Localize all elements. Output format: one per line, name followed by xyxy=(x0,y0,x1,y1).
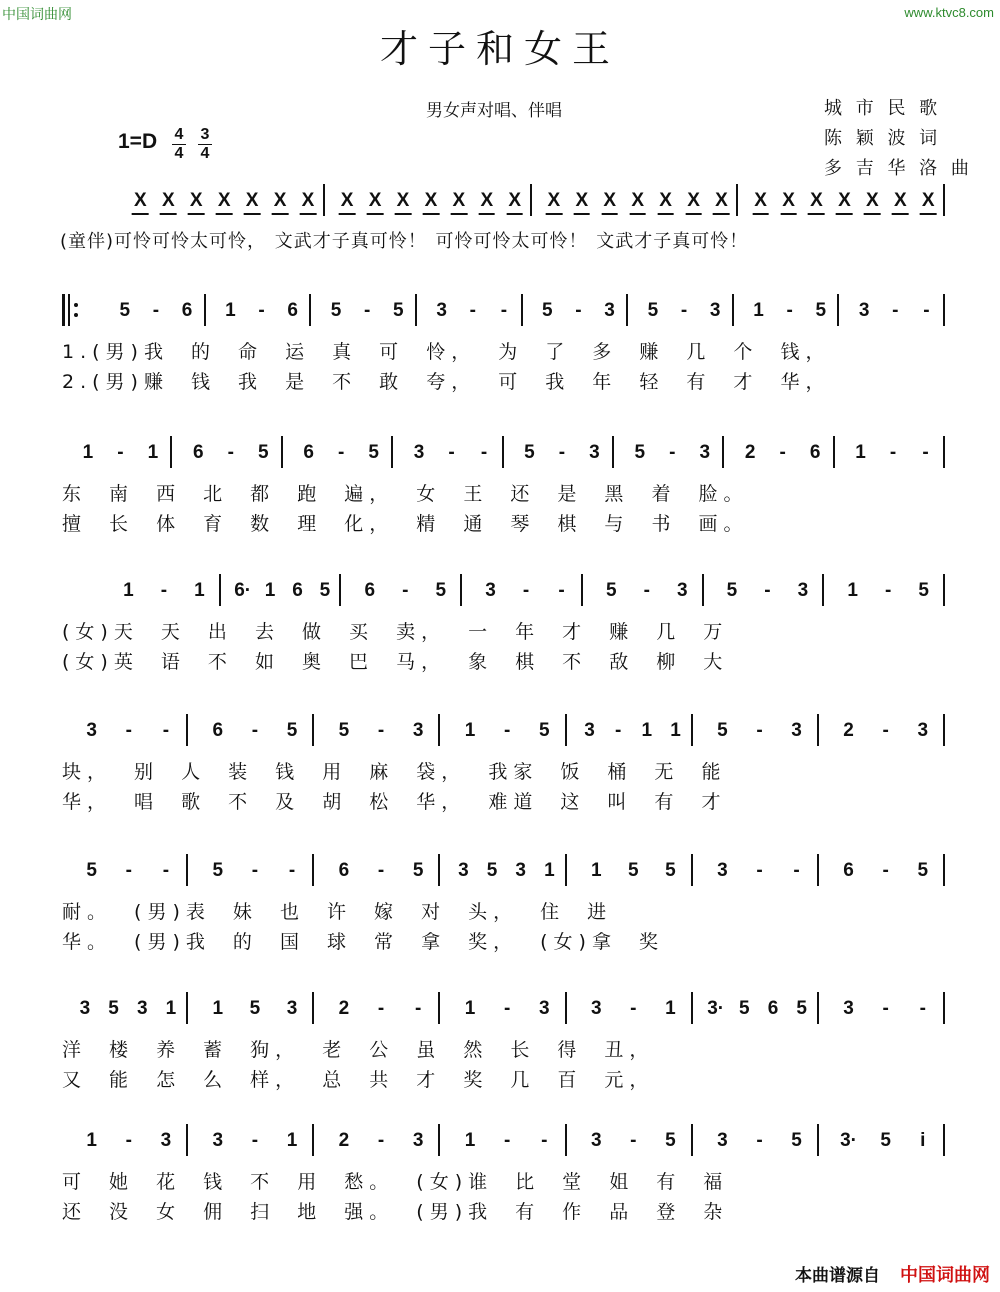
note: 5 xyxy=(319,580,331,601)
barline xyxy=(502,436,504,468)
note: X xyxy=(452,190,466,211)
note: - xyxy=(414,998,422,1019)
barline xyxy=(817,714,819,746)
note: 3 xyxy=(717,1130,728,1151)
note: X xyxy=(631,190,644,211)
barline xyxy=(438,1124,440,1156)
time-signature-4-4: $\frac{4}{4}$ xyxy=(172,126,186,163)
note: - xyxy=(448,442,455,463)
barline xyxy=(732,294,734,326)
note: 5 xyxy=(665,860,676,881)
barline xyxy=(438,992,440,1024)
lyric-line-1: 耐。 (男)表 妹 也 许 嫁 对 头， 住 进 xyxy=(62,901,613,923)
barline xyxy=(822,574,824,606)
note: - xyxy=(125,720,132,741)
note: 3 xyxy=(843,998,854,1019)
note: 1 xyxy=(286,1130,298,1151)
note: 1 xyxy=(464,720,476,741)
note: X xyxy=(301,190,315,211)
song-title: 才子和女王 xyxy=(379,27,620,71)
barline xyxy=(186,854,188,886)
note: - xyxy=(756,1130,763,1151)
credit-lyricist: 陈 颖 波 词 xyxy=(824,128,942,149)
note: 5 xyxy=(524,442,535,463)
note: 5 xyxy=(212,860,224,881)
note: - xyxy=(558,580,565,601)
barline xyxy=(565,854,567,886)
barline xyxy=(186,992,188,1024)
note: - xyxy=(227,442,234,463)
barline xyxy=(521,294,523,326)
key-signature: 1=D xyxy=(118,130,158,153)
note: - xyxy=(377,1130,385,1151)
barline xyxy=(170,436,172,468)
note: - xyxy=(522,580,530,601)
lyric-line-1: 可 她 花 钱 不 用 愁。 (女)谁 比 堂 姐 有 福 xyxy=(62,1171,729,1193)
note: - xyxy=(558,442,566,463)
note: - xyxy=(882,860,889,881)
lyric-line-2: 2.(男)赚 钱 我 是 不 敢 夸， 可 我 年 轻 有 才 华， xyxy=(62,371,831,393)
note: - xyxy=(793,860,800,881)
lyric-line-2: 还 没 女 佣 扫 地 强。 (男)我 有 作 品 登 杂 xyxy=(62,1201,729,1223)
note: 3 xyxy=(676,580,688,601)
note: 3 xyxy=(79,998,91,1019)
note: 6 xyxy=(843,860,854,881)
note: X xyxy=(659,190,672,211)
note: 3 xyxy=(160,1130,172,1151)
note: 3 xyxy=(917,720,929,741)
note: 6 xyxy=(303,442,315,463)
note: 5 xyxy=(917,860,929,881)
note: 6 xyxy=(193,442,204,463)
barline xyxy=(833,436,835,468)
note: 3 xyxy=(709,300,721,321)
note: - xyxy=(680,300,688,321)
lyric-line-2: (女)英 语 不 如 奥 巴 马， 象 棋 不 敌 柳 大 xyxy=(62,651,729,673)
note: 5 xyxy=(796,998,807,1019)
note: - xyxy=(643,580,650,601)
note: - xyxy=(504,1130,511,1151)
note: - xyxy=(377,998,385,1019)
note: - xyxy=(251,860,259,881)
barline xyxy=(943,294,945,326)
note: 1 xyxy=(641,720,653,741)
note: 6 xyxy=(767,998,779,1019)
barline xyxy=(691,1124,693,1156)
note: 3 xyxy=(717,860,728,881)
note: 6 xyxy=(809,442,821,463)
lyric-line-2: 擅 长 体 育 数 理 化， 精 通 琴 棋 与 书 画。 xyxy=(62,513,749,535)
note: 5 xyxy=(880,1130,891,1151)
note: X xyxy=(134,190,147,211)
note: 6 xyxy=(287,300,298,321)
note: 3 xyxy=(791,720,802,741)
note: 3 xyxy=(699,442,711,463)
barline xyxy=(943,574,945,606)
note: - xyxy=(402,580,409,601)
note: 1 xyxy=(855,442,866,463)
note: - xyxy=(500,300,508,321)
note: 2 xyxy=(744,442,756,463)
note: 6 xyxy=(338,860,350,881)
note: 5 xyxy=(435,580,447,601)
note: 3 xyxy=(797,580,809,601)
note: 3 xyxy=(436,300,448,321)
barline xyxy=(943,184,945,216)
barline xyxy=(186,714,188,746)
lyric-line-1: (女)天 天 出 去 做 买 卖， 一 年 才 赚 几 万 xyxy=(62,621,729,643)
note: 2 xyxy=(338,1130,350,1151)
note: - xyxy=(251,720,259,741)
note: 1 xyxy=(264,580,276,601)
barline xyxy=(626,294,628,326)
lyric-line-1: (童伴)可怜可怜太可怜， 文武才子真可怜！ 可怜可怜太可怜！ 文武才子真可怜！ xyxy=(60,231,749,252)
note: 5 xyxy=(647,300,659,321)
watermark-site-name: 中国词曲网 xyxy=(2,7,72,23)
note: 5 xyxy=(918,580,929,601)
barline xyxy=(312,714,314,746)
note: - xyxy=(779,442,786,463)
note: 1 xyxy=(123,580,134,601)
note: - xyxy=(504,998,511,1019)
barline xyxy=(691,992,693,1024)
note: i xyxy=(920,1130,926,1151)
note: 1 xyxy=(753,300,764,321)
note: 1 xyxy=(590,860,602,881)
note: - xyxy=(469,300,476,321)
note: 6 xyxy=(292,580,303,601)
barline xyxy=(186,1124,188,1156)
barline xyxy=(943,854,945,886)
note: X xyxy=(838,190,851,211)
note: X xyxy=(893,190,907,211)
note: 5 xyxy=(605,580,617,601)
note: 5 xyxy=(338,720,350,741)
barline xyxy=(438,714,440,746)
note: 6 xyxy=(212,720,224,741)
note: X xyxy=(921,190,935,211)
note: 5 xyxy=(726,580,738,601)
note: - xyxy=(160,580,168,601)
credit-composer: 多 吉 华 洛 曲 xyxy=(824,158,973,179)
barline xyxy=(722,436,724,468)
note: 1 xyxy=(165,998,177,1019)
footer-site-logo: 中国词曲网 xyxy=(900,1265,990,1286)
note: 5 xyxy=(486,860,498,881)
note: X xyxy=(603,190,617,211)
note: 3 xyxy=(485,580,496,601)
note: - xyxy=(919,998,926,1019)
note: - xyxy=(882,998,889,1019)
note: - xyxy=(258,300,265,321)
note: 5 xyxy=(717,720,728,741)
note: - xyxy=(162,860,170,881)
barline xyxy=(565,992,567,1024)
note: - xyxy=(922,442,929,463)
note: 3 xyxy=(604,300,615,321)
note: 1 xyxy=(194,580,205,601)
note: X xyxy=(161,190,175,211)
note: - xyxy=(885,580,892,601)
note: 3 xyxy=(458,860,469,881)
note: - xyxy=(630,998,637,1019)
note: 1 xyxy=(665,998,676,1019)
note: - xyxy=(923,300,930,321)
time-signature-3-4: $\frac{3}{4}$ xyxy=(198,126,212,163)
barline xyxy=(312,1124,314,1156)
note: 5 xyxy=(542,300,553,321)
note: 1 xyxy=(212,998,224,1019)
note: 6 xyxy=(181,300,193,321)
barline xyxy=(691,714,693,746)
performance-note: 男女声对唱、伴唱 xyxy=(426,101,562,121)
note: 3 xyxy=(86,720,97,741)
note: - xyxy=(251,1130,259,1151)
note: - xyxy=(756,860,763,881)
note: X xyxy=(575,190,589,211)
note: 3 xyxy=(286,998,298,1019)
note: X xyxy=(782,190,795,211)
note: - xyxy=(786,300,793,321)
note: 1 xyxy=(82,442,94,463)
barline xyxy=(339,574,341,606)
note: 5 xyxy=(815,300,827,321)
note: - xyxy=(882,720,889,741)
barline xyxy=(312,854,314,886)
barline xyxy=(391,436,393,468)
watermark-url: www.ktvc8.com xyxy=(904,5,994,20)
note: 1 xyxy=(464,1130,476,1151)
note: X xyxy=(687,190,700,211)
note: - xyxy=(756,720,763,741)
credit-genre: 城 市 民 歌 xyxy=(824,98,942,119)
note: X xyxy=(480,190,494,211)
note: 1 xyxy=(225,300,236,321)
note: - xyxy=(615,720,622,741)
note: X xyxy=(547,190,561,211)
barline xyxy=(530,184,532,216)
note: 1 xyxy=(147,442,159,463)
barline xyxy=(943,436,945,468)
note: 3 xyxy=(539,998,550,1019)
note: 3 xyxy=(412,1130,424,1151)
lyric-line-2: 华。 (男)我 的 国 球 常 拿 奖， (女)拿 奖 xyxy=(62,931,665,953)
barline xyxy=(702,574,704,606)
barline xyxy=(736,184,738,216)
note: - xyxy=(125,860,132,881)
note: - xyxy=(162,720,170,741)
note: - xyxy=(669,442,676,463)
note: X xyxy=(273,190,287,211)
barline xyxy=(581,574,583,606)
barline xyxy=(943,1124,945,1156)
barline xyxy=(281,436,283,468)
lyric-line-2: 华， 唱 歌 不 及 胡 松 华， 难道 这 叫 有 才 xyxy=(62,791,727,813)
lyric-line-1: 东 南 西 北 都 跑 遍， 女 王 还 是 黑 着 脸。 xyxy=(62,483,749,505)
barline xyxy=(323,184,325,216)
note: 5 xyxy=(412,860,424,881)
note: X xyxy=(245,190,259,211)
barline xyxy=(309,294,311,326)
note: - xyxy=(152,300,160,321)
note: 3 xyxy=(589,442,600,463)
note: - xyxy=(630,1130,637,1151)
note: 6 xyxy=(364,580,376,601)
note: 3 xyxy=(515,860,526,881)
note: 1 xyxy=(847,580,858,601)
note: 3 xyxy=(136,998,148,1019)
note: 5 xyxy=(249,998,261,1019)
note: 1 xyxy=(86,1130,97,1151)
note: - xyxy=(125,1130,132,1151)
barline xyxy=(438,854,440,886)
lyric-line-1: 1.(男)我 的 命 运 真 可 怜， 为 了 多 赚 几 个 钱， xyxy=(62,341,831,363)
lyric-line-2: 又 能 怎 么 样， 总 共 才 奖 几 百 元， xyxy=(62,1069,655,1091)
note: 5 xyxy=(665,1130,676,1151)
barline xyxy=(415,294,417,326)
lyric-line-1: 块， 别 人 装 钱 用 麻 袋， 我家 饭 桶 无 能 xyxy=(62,761,727,783)
note: 3 xyxy=(584,720,595,741)
note: 5 xyxy=(392,300,404,321)
note: 3 xyxy=(413,442,425,463)
note: X xyxy=(340,190,354,211)
note: 5 xyxy=(330,300,342,321)
note: 2 xyxy=(338,998,350,1019)
note: 1 xyxy=(670,720,681,741)
note: 3· xyxy=(707,998,725,1019)
note: 1 xyxy=(464,998,476,1019)
note: - xyxy=(338,442,345,463)
note: 5 xyxy=(368,442,379,463)
note: 5 xyxy=(739,998,750,1019)
note: 3· xyxy=(840,1130,857,1151)
note: - xyxy=(504,720,511,741)
barline xyxy=(943,714,945,746)
note: 5 xyxy=(86,860,97,881)
note: 5 xyxy=(634,442,646,463)
note: 3 xyxy=(590,1130,602,1151)
note: 5 xyxy=(791,1130,802,1151)
barline xyxy=(312,992,314,1024)
note: 3 xyxy=(212,1130,224,1151)
barline xyxy=(943,992,945,1024)
barline xyxy=(565,714,567,746)
note: X xyxy=(368,190,382,211)
note: - xyxy=(575,300,582,321)
note: - xyxy=(541,1130,548,1151)
note: - xyxy=(363,300,371,321)
note: 3 xyxy=(412,720,424,741)
note: 3 xyxy=(590,998,602,1019)
note: 5 xyxy=(257,442,269,463)
note: 2 xyxy=(843,720,854,741)
note: - xyxy=(288,860,296,881)
barline xyxy=(817,1124,819,1156)
note: X xyxy=(424,190,438,211)
note: - xyxy=(117,442,124,463)
barline xyxy=(691,854,693,886)
note: 5 xyxy=(286,720,298,741)
note: - xyxy=(889,442,897,463)
lyric-line-1: 洋 楼 养 蓄 狗， 老 公 虽 然 长 得 丑， xyxy=(62,1039,655,1061)
barline xyxy=(565,1124,567,1156)
note: 6· xyxy=(234,580,252,601)
note: 1 xyxy=(544,860,555,881)
barline xyxy=(817,854,819,886)
barline xyxy=(817,992,819,1024)
barline xyxy=(612,436,614,468)
note: X xyxy=(396,190,410,211)
note: 5 xyxy=(119,300,131,321)
note: 5 xyxy=(539,720,550,741)
note: X xyxy=(866,190,879,211)
note: - xyxy=(480,442,488,463)
barline xyxy=(219,574,221,606)
note: 3 xyxy=(858,300,870,321)
note: X xyxy=(217,190,231,211)
barline xyxy=(460,574,462,606)
barline xyxy=(204,294,206,326)
note: X xyxy=(810,190,823,211)
note: - xyxy=(892,300,899,321)
note: 5 xyxy=(108,998,119,1019)
note: X xyxy=(754,190,767,211)
footer-source: 本曲谱源自 xyxy=(795,1266,880,1286)
note: 5 xyxy=(628,860,639,881)
note: X xyxy=(189,190,203,211)
note: - xyxy=(377,720,385,741)
note: - xyxy=(377,860,385,881)
barline xyxy=(837,294,839,326)
note: - xyxy=(764,580,771,601)
note: X xyxy=(508,190,522,211)
note: X xyxy=(715,190,728,211)
